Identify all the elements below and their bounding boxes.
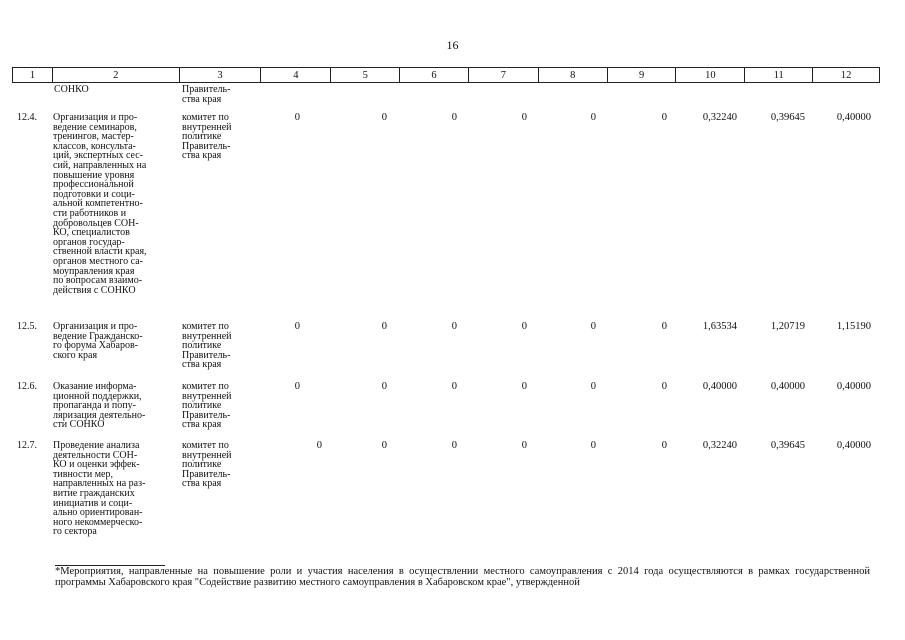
row-activity: Организация и про- ведение Гражданско- го форума Хабаров- ского края (53, 321, 143, 361)
column-header: 12 (840, 70, 852, 81)
value-col-11: 0,40000 (770, 381, 805, 392)
value-col-7: 0 (521, 112, 527, 123)
value-col-12: 1,15190 (836, 321, 871, 332)
value-col-9: 0 (661, 112, 667, 123)
value-col-5: 0 (381, 112, 387, 123)
value-col-10: 1,63534 (702, 321, 737, 332)
column-header: 3 (180, 68, 262, 82)
row-id: 12.4. (17, 112, 37, 123)
page-number: 16 (446, 38, 459, 52)
column-header: 1 (13, 68, 53, 82)
value-col-9: 0 (661, 381, 667, 392)
value-col-6: 0 (451, 112, 457, 123)
carryover-activity: СОНКО (54, 84, 89, 95)
value-col-12: 0,40000 (836, 112, 871, 123)
value-col-10: 0,32240 (702, 112, 737, 123)
row-activity: Организация и про- ведение семинаров, тренингов, мастер- классов, консульта- ций, экспертных сес- сий, направленных на повышение уровня профессиональной подготовки и соци- альной компетентно- сти работников и добровольцев СОН- КО, специалистов органов государ- ственной власти края, органов местного са- моуправления края по вопросам взаимо- действия с СОНКО (53, 112, 147, 296)
column-header: 5 (331, 68, 400, 82)
row-id: 12.6. (17, 381, 37, 392)
column-header: 7 (469, 68, 539, 82)
value-col-12: 0,40000 (836, 381, 871, 392)
value-col-6: 0 (451, 440, 457, 451)
value-col-12: 0,40000 (836, 440, 871, 451)
value-col-7: 0 (521, 321, 527, 332)
row-executor: комитет по внутренней политике Правитель- ства края (182, 112, 232, 162)
value-col-11: 0,39645 (770, 112, 805, 123)
carryover-executor: Правитель- ства края (182, 84, 231, 105)
footnote: *Мероприятия, направленные на повышение роли и участия населения в осуществлении местного самоуправления с 2014 года осуществляются в рамках государственной программы Хабаровского края "Содействие развитию местного самоуправления в Хабаровском крае", утвержденной (55, 566, 870, 588)
column-number-header (12, 67, 880, 83)
row-executor: комитет по внутренней политике Правитель- ства края (182, 440, 232, 490)
row-activity: Проведение анализа деятельности СОН- КО и оценки эффек- тивности мер, направленных на раз- витие гражданских инициатив и соци- ально ориентирован- ного некоммерческо- го сектора (53, 440, 146, 538)
row-id: 12.7. (17, 440, 37, 451)
value-col-6: 0 (451, 381, 457, 392)
value-col-7: 0 (521, 381, 527, 392)
value-col-5: 0 (381, 321, 387, 332)
value-col-7: 0 (521, 440, 527, 451)
column-header: 2 (53, 68, 180, 82)
value-col-10: 0,40000 (702, 381, 737, 392)
column-header: 10 (676, 68, 745, 82)
column-header: 8 (539, 68, 608, 82)
value-col-8: 0 (590, 440, 596, 451)
value-col-11: 0,39645 (770, 440, 805, 451)
value-col-9: 0 (661, 321, 667, 332)
value-col-6: 0 (451, 321, 457, 332)
value-col-4: 0 (294, 381, 300, 392)
value-col-4: 0 (316, 440, 322, 451)
column-header: 4 (261, 68, 331, 82)
value-col-10: 0,32240 (702, 440, 737, 451)
value-col-8: 0 (590, 321, 596, 332)
value-col-11: 1,20719 (770, 321, 805, 332)
column-header: 9 (608, 68, 677, 82)
row-id: 12.5. (17, 321, 37, 332)
value-col-5: 0 (381, 440, 387, 451)
column-header: 6 (400, 68, 469, 82)
value-col-4: 0 (294, 321, 300, 332)
value-col-9: 0 (661, 440, 667, 451)
row-executor: комитет по внутренней политике Правитель- ства края (182, 321, 232, 371)
value-col-4: 0 (294, 112, 300, 123)
value-col-8: 0 (590, 112, 596, 123)
row-activity: Оказание информа- ционной поддержки, пропаганда и попу- ляризация деятельно- сти СОНКО (53, 381, 146, 431)
row-executor: комитет по внутренней политике Правитель- ства края (182, 381, 232, 431)
value-col-8: 0 (590, 381, 596, 392)
column-header: 11 (745, 68, 813, 82)
value-col-5: 0 (381, 381, 387, 392)
